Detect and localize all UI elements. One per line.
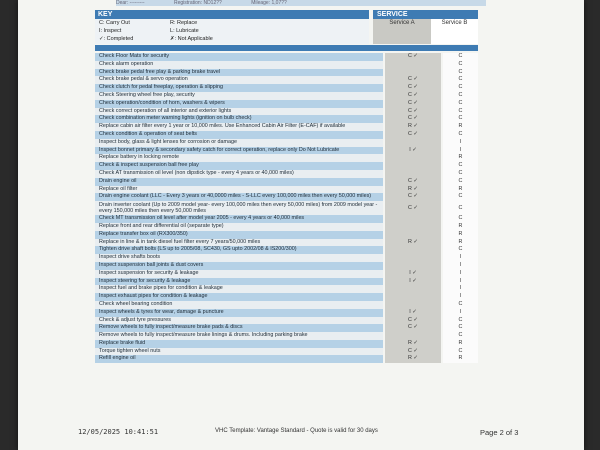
- service-b-action: C: [443, 92, 478, 100]
- service-b-action: R: [443, 340, 478, 348]
- service-a-status: [385, 170, 441, 178]
- table-row: [95, 170, 478, 178]
- service-a-header: Service A: [373, 19, 431, 44]
- row-description: Replace cabin air filter every 1 year or 10,000 miles. Use Enhanced Cabin Air Filter (E-CAF) if available: [95, 123, 383, 131]
- service-b-action: I: [443, 147, 478, 155]
- row-description: Inspect body, glass & light lenses for corrosion or damage: [95, 139, 383, 147]
- service-b-action: C: [443, 115, 478, 123]
- service-b-action: C: [443, 201, 478, 215]
- table-row: [95, 254, 478, 262]
- table-row: [95, 262, 478, 270]
- key-item: R: Replace: [170, 20, 198, 26]
- table-row: [95, 246, 478, 254]
- table-row: [95, 115, 478, 123]
- table-row: [95, 84, 478, 92]
- service-b-action: I: [443, 139, 478, 147]
- table-row: [95, 301, 478, 309]
- service-a-status: [385, 69, 441, 77]
- row-description: Inspect suspension for security & leakage: [95, 270, 383, 278]
- service-a-status: [385, 231, 441, 239]
- row-description: Check AT transmission oil level (non dipstick type - every 4 years or 40,000 miles): [95, 170, 383, 178]
- footer-datetime: 12/05/2025 10:41:51: [78, 428, 159, 436]
- service-b-action: C: [443, 76, 478, 84]
- table-row: [95, 139, 478, 147]
- table-row: [95, 178, 478, 186]
- table-row: [95, 131, 478, 139]
- row-description: Replace oil filter: [95, 186, 383, 194]
- table-row: [95, 92, 478, 100]
- table-row: [95, 162, 478, 170]
- service-b-action: C: [443, 348, 478, 356]
- service-a-status: [385, 139, 441, 147]
- service-b-action: R: [443, 154, 478, 162]
- footer-template: VHC Template: Vantage Standard - Quote is valid for 30 days: [215, 428, 378, 434]
- service-a-status: [385, 61, 441, 69]
- table-row: [95, 348, 478, 356]
- table-row: [95, 332, 478, 340]
- table-row: [95, 223, 478, 231]
- table-row: [95, 324, 478, 332]
- service-a-status: I ✓: [385, 270, 441, 278]
- table-row: [95, 186, 478, 194]
- service-a-status: I ✓: [385, 309, 441, 317]
- row-description: Replace in line & in tank diesel fuel filter every 7 years/50,000 miles: [95, 239, 383, 247]
- key-item: ✗: Not Applicable: [170, 36, 213, 42]
- service-b-action: C: [443, 69, 478, 77]
- table-row: [95, 61, 478, 69]
- service-b-action: I: [443, 285, 478, 293]
- service-a-status: C ✓: [385, 76, 441, 84]
- table-row: [95, 309, 478, 317]
- service-a-status: C ✓: [385, 317, 441, 325]
- service-b-action: C: [443, 84, 478, 92]
- table-row: [95, 201, 478, 215]
- row-description: Check & inspect suspension ball free play: [95, 162, 383, 170]
- row-description: Inspect wheels & tyres for wear, damage & puncture: [95, 309, 383, 317]
- service-a-status: [385, 215, 441, 223]
- header-field: Registration: ND12??: [174, 0, 222, 6]
- key-legend: [95, 19, 369, 44]
- service-b-action: C: [443, 100, 478, 108]
- row-description: Check MT transmission oil level after model year 2005 - every 4 years or 40,000 miles: [95, 215, 383, 223]
- service-a-status: [385, 293, 441, 301]
- key-item: I: Inspect: [99, 28, 122, 34]
- table-row: [95, 69, 478, 77]
- table-row: [95, 239, 478, 247]
- service-a-status: [385, 154, 441, 162]
- service-a-status: [385, 332, 441, 340]
- service-b-action: R: [443, 123, 478, 131]
- service-a-status: R ✓: [385, 186, 441, 194]
- service-b-action: C: [443, 170, 478, 178]
- table-header-bar: [95, 45, 478, 51]
- service-b-action: R: [443, 186, 478, 194]
- table-row: [95, 270, 478, 278]
- service-a-status: C ✓: [385, 201, 441, 215]
- service-a-status: R ✓: [385, 239, 441, 247]
- row-description: Check wheel bearing condition: [95, 301, 383, 309]
- service-b-action: C: [443, 332, 478, 340]
- service-b-action: C: [443, 178, 478, 186]
- row-description: Replace front and rear differential oil (separate type): [95, 223, 383, 231]
- service-a-status: [385, 223, 441, 231]
- service-b-action: C: [443, 215, 478, 223]
- service-b-action: I: [443, 278, 478, 286]
- key-header: KEY: [95, 10, 369, 19]
- service-b-action: C: [443, 317, 478, 325]
- service-a-status: R ✓: [385, 340, 441, 348]
- service-b-header: Service B: [431, 19, 478, 44]
- row-description: Inspect exhaust pipes for condition & leakage: [95, 293, 383, 301]
- row-description: Check & adjust tyre pressures: [95, 317, 383, 325]
- service-a-status: C ✓: [385, 115, 441, 123]
- row-description: Replace brake fluid: [95, 340, 383, 348]
- row-description: Inspect fuel and brake pipes for condition & leakage: [95, 285, 383, 293]
- service-b-action: C: [443, 193, 478, 201]
- header-strip: [116, 0, 486, 6]
- table-row: [95, 100, 478, 108]
- table-row: [95, 293, 478, 301]
- table-row: [95, 154, 478, 162]
- table-row: [95, 76, 478, 84]
- service-b-action: R: [443, 355, 478, 363]
- service-a-status: I ✓: [385, 278, 441, 286]
- service-b-action: I: [443, 262, 478, 270]
- row-description: Remove wheels to fully inspect/measure brake linings & drums. Including parking brake: [95, 332, 383, 340]
- table-row: [95, 53, 478, 61]
- service-a-status: C ✓: [385, 100, 441, 108]
- key-item: ✓: Completed: [99, 36, 134, 42]
- service-a-status: C ✓: [385, 324, 441, 332]
- table-row: [95, 285, 478, 293]
- row-description: Check correct operation of all interior and exterior lights: [95, 108, 383, 116]
- row-description: Inspect drive shafts boots: [95, 254, 383, 262]
- service-b-action: C: [443, 108, 478, 116]
- service-b-action: C: [443, 162, 478, 170]
- header-field: Mileage: 1,07??: [251, 0, 287, 6]
- table-row: [95, 355, 478, 363]
- table-row: [95, 317, 478, 325]
- service-a-status: [385, 254, 441, 262]
- row-description: Refill engine oil: [95, 355, 383, 363]
- service-a-status: C ✓: [385, 131, 441, 139]
- service-header: SERVICE: [373, 10, 478, 19]
- row-description: Drain engine coolant (LLC - Every 3 years or 40,0000 miles - S-LLC every 100,000 miles then every 50,000 miles): [95, 193, 383, 201]
- row-description: Check Steering wheel free play, security: [95, 92, 383, 100]
- service-a-status: C ✓: [385, 178, 441, 186]
- row-description: Check operation/condition of horn, washers & wipers: [95, 100, 383, 108]
- service-b-action: R: [443, 231, 478, 239]
- service-a-status: [385, 246, 441, 254]
- row-description: Replace transfer box oil (RX300/350): [95, 231, 383, 239]
- service-a-status: C ✓: [385, 92, 441, 100]
- service-b-action: C: [443, 324, 478, 332]
- table-row: [95, 231, 478, 239]
- row-description: Inspect bonnet primary & secondary safety catch for correct operation, replace only Do Not Lubricate: [95, 147, 383, 155]
- row-description: Inspect suspension ball joints & dust covers: [95, 262, 383, 270]
- table-row: [95, 215, 478, 223]
- key-item: C: Carry Out: [99, 20, 130, 26]
- row-description: Check condition & operation of seat belts: [95, 131, 383, 139]
- row-description: Check alarm operation: [95, 61, 383, 69]
- footer-page-number: Page 2 of 3: [480, 428, 519, 437]
- key-item: L: Lubricate: [170, 28, 199, 34]
- service-a-status: R ✓: [385, 123, 441, 131]
- service-a-status: R ✓: [385, 355, 441, 363]
- service-b-action: I: [443, 270, 478, 278]
- row-description: Check brake pedal & servo operation: [95, 76, 383, 84]
- row-description: Check clutch for pedal freeplay, operation & slipping: [95, 84, 383, 92]
- service-b-action: R: [443, 239, 478, 247]
- table-row: [95, 193, 478, 201]
- table-row: [95, 147, 478, 155]
- service-a-status: C ✓: [385, 193, 441, 201]
- service-a-status: C ✓: [385, 108, 441, 116]
- row-description: Check Floor Mats for security: [95, 53, 383, 61]
- service-b-action: I: [443, 293, 478, 301]
- row-description: Check combination meter warning lights (ignition on bulb check): [95, 115, 383, 123]
- service-a-status: [385, 285, 441, 293]
- service-a-status: [385, 262, 441, 270]
- header-field: Dear: ---------: [116, 0, 145, 6]
- table-row: [95, 123, 478, 131]
- service-b-action: C: [443, 246, 478, 254]
- service-a-status: I ✓: [385, 147, 441, 155]
- service-a-status: C ✓: [385, 84, 441, 92]
- service-a-status: C ✓: [385, 53, 441, 61]
- service-a-status: [385, 162, 441, 170]
- row-description: Check brake pedal free play & parking brake travel: [95, 69, 383, 77]
- service-a-status: C ✓: [385, 348, 441, 356]
- row-description: Drain engine oil: [95, 178, 383, 186]
- service-a-status: [385, 301, 441, 309]
- table-row: [95, 278, 478, 286]
- table-row: [95, 108, 478, 116]
- service-b-action: R: [443, 223, 478, 231]
- row-description: Tighten drive shaft bolts (LS up to 2005/08, SC430, GS upto 2002/08 & IS200/300): [95, 246, 383, 254]
- row-description: Remove wheels to fully inspect/measure brake pads & discs: [95, 324, 383, 332]
- service-b-action: I: [443, 254, 478, 262]
- service-b-action: I: [443, 309, 478, 317]
- service-b-action: C: [443, 301, 478, 309]
- row-description: Torque tighten wheel nuts: [95, 348, 383, 356]
- row-description: Inspect steering for security & leakage: [95, 278, 383, 286]
- row-description: Drain inverter coolant (Up to 2009 model year- every 100,000 miles then every 50,000 miles) from 2009 model year - every 150,000 miles then every 50,000 miles: [95, 201, 383, 215]
- service-table: [95, 53, 478, 363]
- table-row: [95, 340, 478, 348]
- service-b-action: C: [443, 131, 478, 139]
- service-b-action: C: [443, 53, 478, 61]
- row-description: Replace battery in locking remote: [95, 154, 383, 162]
- service-b-action: C: [443, 61, 478, 69]
